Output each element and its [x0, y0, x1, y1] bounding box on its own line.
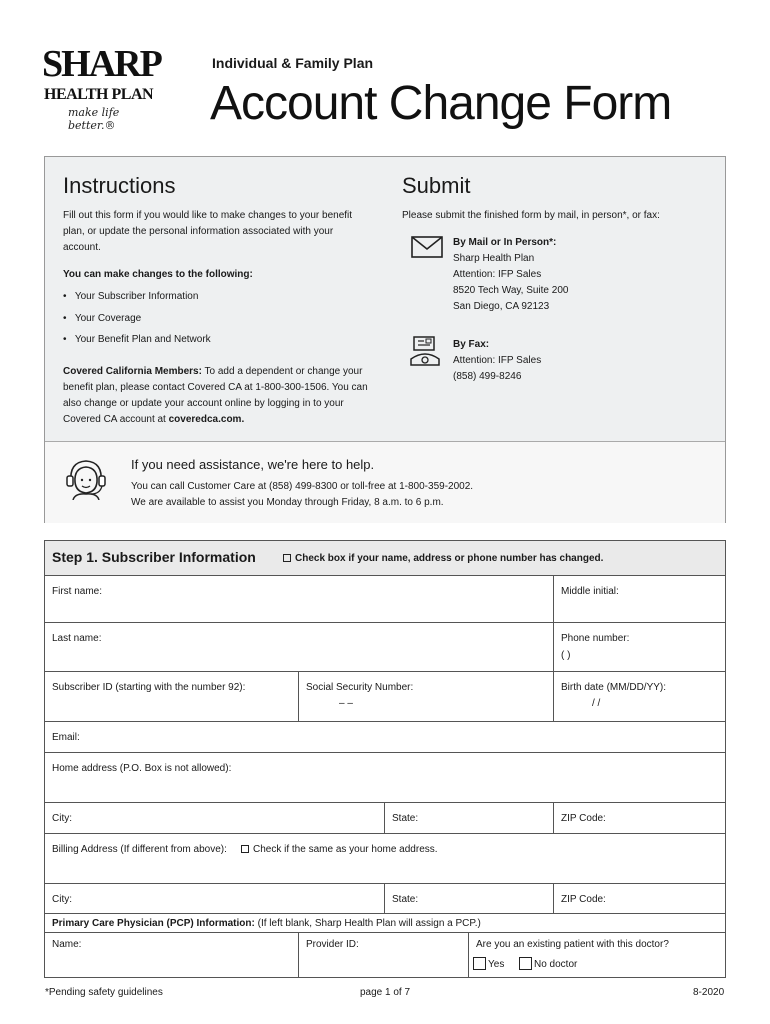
checkbox-icon	[241, 845, 249, 853]
changes-heading: You can make changes to the following:	[63, 269, 253, 280]
provider-id-field[interactable]: Provider ID:	[299, 933, 469, 977]
pcp-heading: Primary Care Physician (PCP) Information: (If left blank, Sharp Health Plan will assign a PCP.)	[52, 918, 481, 929]
sharp-logo	[42, 43, 162, 132]
submit-intro: Please submit the finished form by mail, in person*, or fax:	[402, 210, 660, 221]
assistance-heading: If you need assistance, we're here to help.	[131, 457, 375, 472]
mail-heading: By Mail or In Person*:	[453, 237, 557, 248]
yes-checkbox[interactable]: Yes	[473, 957, 504, 970]
ssn-field[interactable]: Social Security Number: – –	[299, 672, 554, 721]
billing-zip-field[interactable]: ZIP Code:	[561, 894, 606, 905]
instructions-heading: Instructions	[63, 173, 176, 198]
coveredca-link[interactable]: coveredca.com.	[168, 414, 245, 425]
logo-sub-text: HEALTH PLAN	[44, 86, 154, 103]
logo-tagline: make life better.®	[68, 106, 120, 132]
footer-note: *Pending safety guidelines	[45, 987, 163, 998]
mail-line: Sharp Health Plan	[453, 253, 535, 264]
billing-city-row	[45, 884, 725, 914]
list-item: • Your Coverage	[63, 313, 142, 324]
existing-patient-question: Are you an existing patient with this doctor?	[476, 939, 669, 950]
envelope-icon	[411, 236, 443, 258]
id-row	[45, 672, 725, 722]
zip-field[interactable]: ZIP Code:	[561, 813, 606, 824]
fax-line: (858) 499-8246	[453, 371, 522, 382]
mail-line: 8520 Tech Way, Suite 200	[453, 285, 569, 296]
fax-line: Attention: IFP Sales	[453, 355, 542, 366]
last-name-field[interactable]: Last name:	[45, 623, 554, 671]
fax-heading: By Fax:	[453, 339, 490, 350]
assistance-line: We are available to assist you Monday through Friday, 8 a.m. to 6 p.m.	[131, 497, 444, 508]
page-number: page 1 of 7	[360, 987, 411, 998]
phone-template: ( )	[561, 650, 571, 661]
step1-title: Step 1. Subscriber Information	[52, 549, 256, 565]
pcp-header-row	[45, 914, 725, 933]
state-field[interactable]: State:	[385, 803, 554, 833]
home-address-field[interactable]: Home address (P.O. Box is not allowed):	[45, 753, 725, 803]
last-name-row	[45, 623, 725, 672]
email-field[interactable]: Email:	[45, 722, 725, 753]
birth-date-field[interactable]: Birth date (MM/DD/YY): / /	[561, 682, 667, 709]
subscriber-information-form	[44, 540, 726, 978]
customer-care-agent-icon	[63, 456, 109, 500]
step1-header-row	[45, 541, 725, 576]
info-box	[44, 156, 726, 523]
mail-line: San Diego, CA 92123	[453, 301, 550, 312]
phone-number-field[interactable]: Phone number: ( )	[561, 633, 630, 661]
same-address-checkbox[interactable]: Check if the same as your home address.	[241, 844, 438, 855]
mail-line: Attention: IFP Sales	[453, 269, 542, 280]
form-subtitle: Individual & Family Plan	[212, 55, 374, 71]
form-title: Account Change Form	[210, 77, 672, 130]
pcp-name-field[interactable]: Name:	[45, 933, 299, 977]
billing-address-field[interactable]: Billing Address (If different from above): Check if the same as your home address.	[45, 834, 725, 884]
city-field[interactable]: City:	[45, 803, 385, 833]
checkbox-icon	[283, 554, 291, 562]
first-name-field[interactable]: First name:	[45, 576, 554, 622]
revision-date: 8-2020	[693, 987, 725, 998]
subscriber-id-field[interactable]: Subscriber ID (starting with the number 92):	[45, 672, 299, 721]
home-city-row	[45, 803, 725, 834]
assistance-section	[45, 441, 725, 523]
billing-state-field[interactable]: State:	[385, 884, 554, 913]
submit-heading: Submit	[402, 173, 471, 198]
middle-initial-field[interactable]: Middle initial:	[561, 586, 619, 597]
list-item: • Your Benefit Plan and Network	[63, 334, 211, 345]
logo-main-text: SHARP	[42, 43, 161, 85]
existing-patient-field	[469, 933, 725, 977]
birth-template: / /	[592, 698, 601, 709]
fax-icon	[409, 335, 441, 369]
assistance-line: You can call Customer Care at (858) 499-8300 or toll-free at 1-800-359-2002.	[131, 481, 474, 492]
no-doctor-checkbox[interactable]: No doctor	[519, 957, 577, 970]
covered-ca-note: Covered California Members: To add a dependent or change your benefit plan, please contact Covered CA at 1-800-300-1506. You can also change or update your account online by logging in to your Covered CA account at coveredca.com.	[63, 366, 368, 425]
list-item: • Your Subscriber Information	[63, 291, 199, 302]
checkbox-icon	[519, 957, 532, 970]
pcp-row	[45, 933, 725, 977]
ssn-template: – –	[339, 698, 353, 709]
checkbox-icon	[473, 957, 486, 970]
info-changed-checkbox[interactable]: Check box if your name, address or phone number has changed.	[283, 553, 603, 564]
billing-city-field[interactable]: City:	[45, 884, 385, 913]
name-row	[45, 576, 725, 623]
instructions-intro: Fill out this form if you would like to make changes to your benefit plan, or update the personal information associated with your account.	[63, 210, 353, 253]
